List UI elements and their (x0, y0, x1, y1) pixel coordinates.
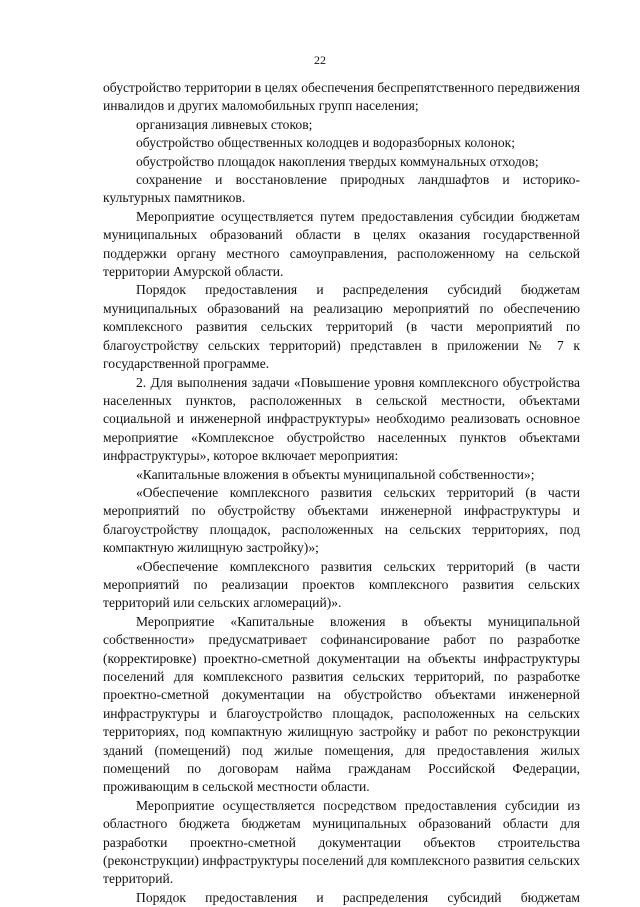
paragraph: «Обеспечение комплексного развития сельских территорий (в части мероприятий по реализации проектов комплексного развития сельских территорий или сельских агломераций)». (103, 558, 580, 611)
paragraph-continued: Порядок предоставления и распределения субсидий бюджетам (136, 889, 580, 905)
paragraph: «Обеспечение комплексного развития сельских территорий (в части мероприятий по обустройству объектами инженерной инфраструктуры и благоустройству площадок, расположенных на сельских территориях, под компактную жилищную застройку)»; (103, 484, 580, 556)
paragraph: организация ливневых стоков; (136, 116, 313, 132)
document-body (103, 79, 580, 907)
paragraph: 2. Для выполнения задачи «Повышение уровня комплексного обустройства населенных пунктов, расположенных в сельской местности, объектами социальной и инженерной инфраструктуры» необходимо реализовать основное мероприятие «Комплексное обустройство населенных пунктов объектами инфраструктуры», которое включает мероприятия: (103, 374, 580, 464)
paragraph: Мероприятие осуществляется посредством предоставления субсидии из областного бюджета бюджетам муниципальных образований области для разработки проектно-сметной документации объектов строительства (реконструкции) инфраструктуры поселений для комплексного развития сельских территорий. (103, 797, 580, 887)
paragraph: Порядок предоставления и распределения субсидий бюджетам муниципальных образований на реализацию мероприятий по обеспечению комплексного развития сельских территорий (в части мероприятий по благоустройству сельских территорий) представлен в приложении № 7 к государственной программе. (103, 282, 580, 372)
paragraph: Мероприятие «Капитальные вложения в объекты муниципальной собственности» предусматривает софинансирование работ по разработке (корректировке) проектно-сметной документации на объекты инфраструктуры поселений для комплексного развития сельских территорий, по разработке проектно-сметной документации на обустройство объектами инженерной инфраструктуры и благоустройство площадок, расположенных на сельских территориях, под компактную жилищную застройку и работ по реконструкции зданий (помещений) под жилые помещения, для предоставления жилых помещений по договорам найма гражданам Российской Федерации, проживающим в сельской местности области. (103, 613, 580, 795)
page-number: 22 (314, 53, 326, 67)
paragraph: обустройство площадок накопления твердых коммунальных отходов; (136, 153, 539, 169)
paragraph: сохранение и восстановление природных ландшафтов и историко-культурных памятников. (103, 172, 580, 206)
paragraph: «Капитальные вложения в объекты муниципальной собственности»; (136, 466, 535, 482)
paragraph: обустройство территории в целях обеспечения беспрепятственного передвижения инвалидов и других маломобильных групп населения; (103, 80, 580, 114)
paragraph: обустройство общественных колодцев и водоразборных колонок; (136, 135, 516, 151)
paragraph: Мероприятие осуществляется путем предоставления субсидии бюджетам муниципальных образований области в целях оказания государственной поддержки органу местного самоуправления, расположенному на сельской территории Амурской области. (103, 208, 580, 280)
